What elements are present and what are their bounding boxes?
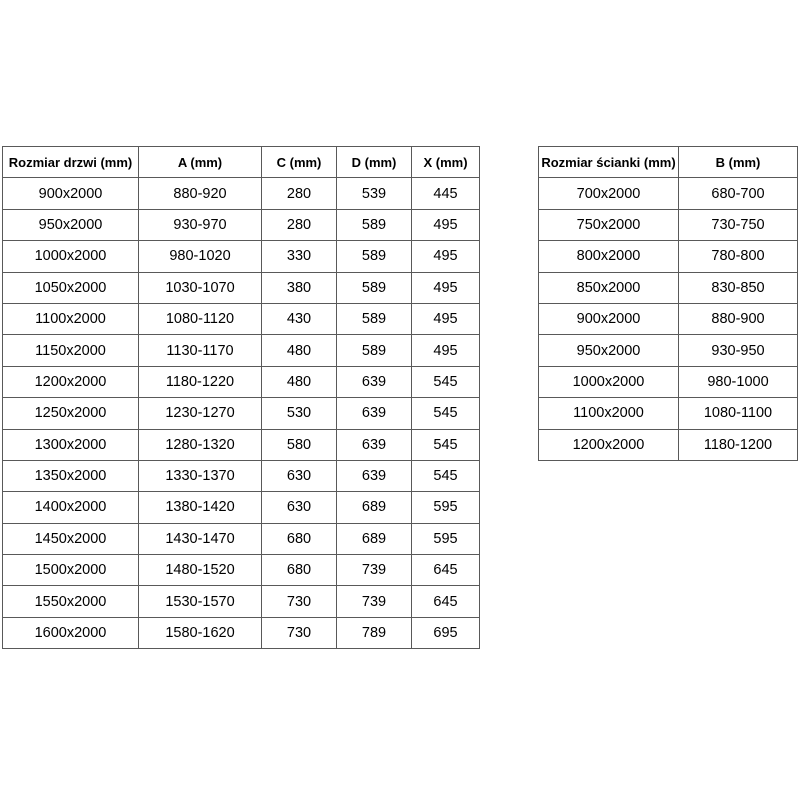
table-cell: 1080-1100 — [679, 398, 798, 429]
table-cell: 280 — [262, 209, 337, 240]
table-cell: 800x2000 — [539, 241, 679, 272]
table-row — [3, 617, 480, 648]
table-cell: 1300x2000 — [3, 429, 139, 460]
table-cell: 789 — [337, 617, 412, 648]
table-cell: 639 — [337, 398, 412, 429]
table-cell: 730 — [262, 617, 337, 648]
column-header: X (mm) — [412, 147, 480, 178]
table-cell: 680 — [262, 523, 337, 554]
table-row — [3, 366, 480, 397]
table-cell: 545 — [412, 366, 480, 397]
table-cell: 639 — [337, 460, 412, 491]
column-header: B (mm) — [679, 147, 798, 178]
table-cell: 1550x2000 — [3, 586, 139, 617]
table-cell: 830-850 — [679, 272, 798, 303]
table-cell: 430 — [262, 303, 337, 334]
table-cell: 1500x2000 — [3, 555, 139, 586]
table-cell: 1530-1570 — [139, 586, 262, 617]
table-cell: 1180-1200 — [679, 429, 798, 460]
table-cell: 680-700 — [679, 178, 798, 209]
table-cell: 639 — [337, 429, 412, 460]
table-cell: 330 — [262, 241, 337, 272]
table-cell: 495 — [412, 303, 480, 334]
column-header: A (mm) — [139, 147, 262, 178]
table-cell: 545 — [412, 460, 480, 491]
table-cell: 880-920 — [139, 178, 262, 209]
table-row — [539, 272, 798, 303]
table-row — [3, 492, 480, 523]
table-cell: 739 — [337, 586, 412, 617]
table-cell: 695 — [412, 617, 480, 648]
table-cell: 1400x2000 — [3, 492, 139, 523]
table-cell: 1480-1520 — [139, 555, 262, 586]
table-cell: 1000x2000 — [539, 366, 679, 397]
table-cell: 1450x2000 — [3, 523, 139, 554]
table-cell: 630 — [262, 460, 337, 491]
table-cell: 589 — [337, 241, 412, 272]
wall-sizes-table — [538, 146, 798, 461]
table-cell: 1380-1420 — [139, 492, 262, 523]
table-cell: 1250x2000 — [3, 398, 139, 429]
table-cell: 900x2000 — [3, 178, 139, 209]
table-cell: 1580-1620 — [139, 617, 262, 648]
table-row — [3, 555, 480, 586]
table-cell: 1180-1220 — [139, 366, 262, 397]
table-row — [539, 429, 798, 460]
table-cell: 595 — [412, 492, 480, 523]
wall-sizes-header-row — [539, 147, 798, 178]
table-cell: 589 — [337, 335, 412, 366]
table-row — [539, 398, 798, 429]
table-row — [3, 303, 480, 334]
table-cell: 645 — [412, 586, 480, 617]
table-cell: 900x2000 — [539, 303, 679, 334]
table-row — [539, 335, 798, 366]
table-row — [3, 398, 480, 429]
table-cell: 1150x2000 — [3, 335, 139, 366]
table-row — [539, 209, 798, 240]
table-cell: 595 — [412, 523, 480, 554]
table-cell: 1130-1170 — [139, 335, 262, 366]
table-cell: 630 — [262, 492, 337, 523]
table-row — [539, 303, 798, 334]
table-row — [3, 429, 480, 460]
table-cell: 1280-1320 — [139, 429, 262, 460]
table-row — [539, 241, 798, 272]
table-cell: 1600x2000 — [3, 617, 139, 648]
table-cell: 495 — [412, 335, 480, 366]
table-cell: 1000x2000 — [3, 241, 139, 272]
table-cell: 495 — [412, 272, 480, 303]
table-cell: 950x2000 — [539, 335, 679, 366]
table-cell: 589 — [337, 209, 412, 240]
table-cell: 730 — [262, 586, 337, 617]
table-row — [3, 241, 480, 272]
table-cell: 1080-1120 — [139, 303, 262, 334]
table-cell: 1100x2000 — [3, 303, 139, 334]
table-cell: 689 — [337, 492, 412, 523]
table-cell: 539 — [337, 178, 412, 209]
table-cell: 680 — [262, 555, 337, 586]
table-cell: 980-1000 — [679, 366, 798, 397]
table-cell: 1430-1470 — [139, 523, 262, 554]
table-cell: 1200x2000 — [539, 429, 679, 460]
table-cell: 730-750 — [679, 209, 798, 240]
column-header: D (mm) — [337, 147, 412, 178]
table-cell: 930-970 — [139, 209, 262, 240]
table-cell: 1200x2000 — [3, 366, 139, 397]
table-cell: 530 — [262, 398, 337, 429]
table-row — [3, 178, 480, 209]
column-header: Rozmiar ścianki (mm) — [539, 147, 679, 178]
table-cell: 380 — [262, 272, 337, 303]
table-cell: 480 — [262, 335, 337, 366]
table-row — [3, 523, 480, 554]
table-cell: 1100x2000 — [539, 398, 679, 429]
table-cell: 750x2000 — [539, 209, 679, 240]
table-cell: 639 — [337, 366, 412, 397]
table-cell: 739 — [337, 555, 412, 586]
table-cell: 1230-1270 — [139, 398, 262, 429]
table-cell: 880-900 — [679, 303, 798, 334]
table-cell: 700x2000 — [539, 178, 679, 209]
table-cell: 1350x2000 — [3, 460, 139, 491]
table-row — [3, 272, 480, 303]
table-row — [539, 366, 798, 397]
table-cell: 545 — [412, 429, 480, 460]
table-cell: 589 — [337, 303, 412, 334]
table-row — [3, 460, 480, 491]
table-cell: 689 — [337, 523, 412, 554]
table-cell: 645 — [412, 555, 480, 586]
table-cell: 980-1020 — [139, 241, 262, 272]
table-cell: 545 — [412, 398, 480, 429]
column-header: C (mm) — [262, 147, 337, 178]
table-cell: 780-800 — [679, 241, 798, 272]
column-header: Rozmiar drzwi (mm) — [3, 147, 139, 178]
table-row — [3, 586, 480, 617]
table-cell: 445 — [412, 178, 480, 209]
table-cell: 1330-1370 — [139, 460, 262, 491]
table-cell: 1030-1070 — [139, 272, 262, 303]
table-cell: 495 — [412, 241, 480, 272]
table-cell: 930-950 — [679, 335, 798, 366]
table-cell: 850x2000 — [539, 272, 679, 303]
door-sizes-table — [2, 146, 480, 649]
table-cell: 580 — [262, 429, 337, 460]
table-cell: 495 — [412, 209, 480, 240]
table-cell: 950x2000 — [3, 209, 139, 240]
table-row — [539, 178, 798, 209]
table-cell: 480 — [262, 366, 337, 397]
table-cell: 280 — [262, 178, 337, 209]
table-row — [3, 209, 480, 240]
table-row — [3, 335, 480, 366]
table-cell: 1050x2000 — [3, 272, 139, 303]
table-cell: 589 — [337, 272, 412, 303]
door-sizes-header-row — [3, 147, 480, 178]
